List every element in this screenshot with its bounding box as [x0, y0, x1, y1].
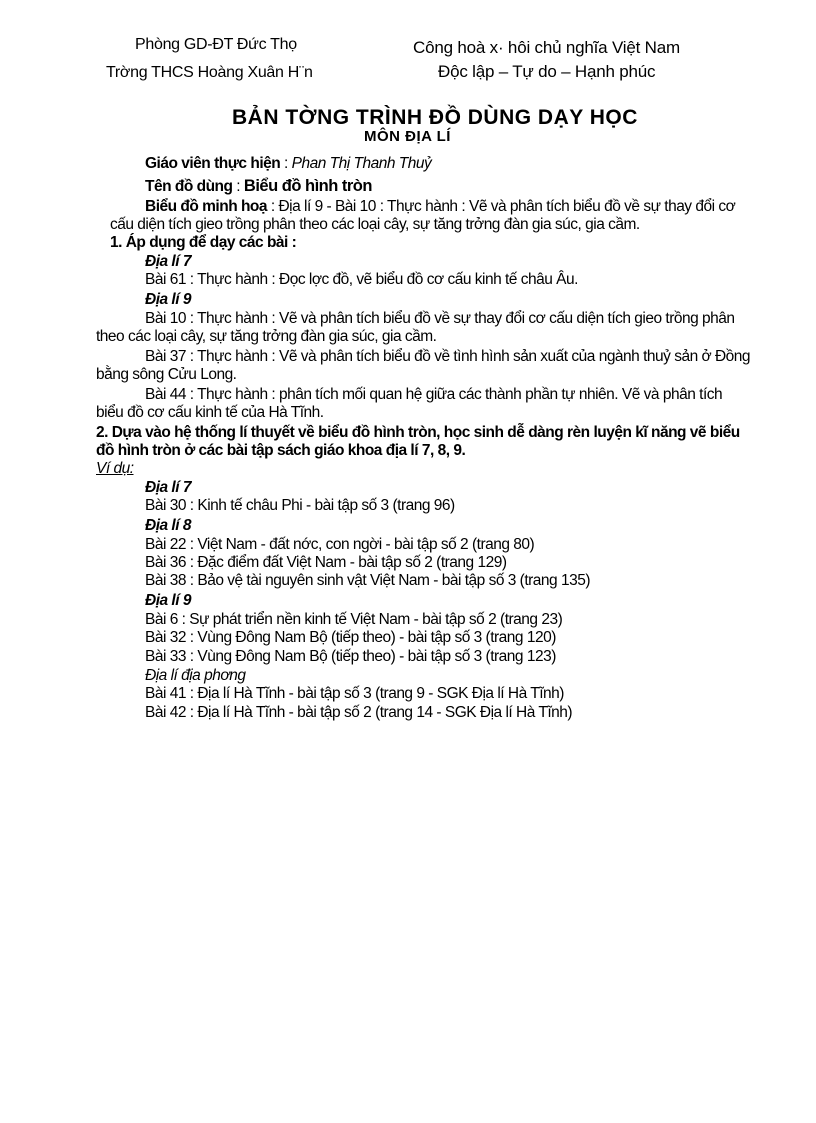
header-school: Trờng THCS Hoàng Xuân H¨n [106, 64, 313, 81]
section2-grade7-label: Địa lí 7 [145, 479, 191, 496]
example-chart-line1 [145, 199, 735, 215]
section1-grade9-item1-line2: theo các loại cây, sự tăng trởng đàn gia súc, gia cầm. [96, 328, 437, 345]
section1-grade9-item2-line2: bằng sông Cửu Long. [96, 366, 237, 383]
teacher-label: Giáo viên thực hiện [145, 155, 281, 172]
example-chart-label: Biểu đồ minh hoạ [145, 198, 268, 215]
example-chart-line2: cấu diện tích gieo trồng phân theo các loại cây, sự tăng trởng đàn gia súc, gia cầm. [110, 216, 640, 233]
header-motto: Độc lập – Tự do – Hạnh phúc [438, 62, 656, 81]
teacher-sep: : [280, 155, 292, 172]
list-item: Bài 30 : Kinh tế châu Phi - bài tập số 3 (trang 96) [145, 497, 455, 514]
section1-grade7-item1: Bài 61 : Thực hành : Đọc lợc đồ, vẽ biểu đồ cơ cấu kinh tế châu Âu. [145, 271, 578, 288]
header-republic: Công hoà x· hôi chủ nghĩa Việt Nam [413, 38, 680, 57]
list-item: Bài 41 : Địa lí Hà Tĩnh - bài tập số 3 (trang 9 - SGK Địa lí Hà Tĩnh) [145, 685, 564, 702]
tool-line [145, 178, 372, 195]
list-item: Bài 36 : Đặc điểm đất Việt Nam - bài tập số 2 (trang 129) [145, 554, 507, 571]
section2-heading-line2: đồ hình tròn ở các bài tập sách giáo khoa địa lí 7, 8, 9. [96, 442, 466, 459]
list-item: Bài 22 : Việt Nam - đất nớc, con ngời - bài tập số 2 (trang 80) [145, 536, 535, 553]
teacher-line [145, 156, 431, 172]
list-item: Bài 6 : Sự phát triển nền kinh tế Việt Nam - bài tập số 2 (trang 23) [145, 611, 563, 628]
section1-grade7-label: Địa lí 7 [145, 253, 191, 270]
section1-grade9-item3-line1: Bài 44 : Thực hành : phân tích mối quan hệ giữa các thành phần tự nhiên. Vẽ và phân tích [145, 386, 723, 403]
section2-local-label: Địa lí địa phơng [145, 667, 246, 684]
section1-grade9-item2-line1: Bài 37 : Thực hành : Vẽ và phân tích biểu đồ về tình hình sản xuất của ngành thuỷ sản ở Đồng [145, 348, 751, 365]
tool-sep: : [232, 178, 244, 195]
list-item: Bài 38 : Bảo vệ tài nguyên sinh vật Việt Nam - bài tập số 3 (trang 135) [145, 572, 590, 589]
section2-example-label: Ví dụ: [96, 460, 134, 477]
section1-heading: 1. Áp dụng để dạy các bài : [110, 234, 297, 251]
section1-grade9-item3-line2: biểu đồ cơ cấu kinh tế của Hà Tĩnh. [96, 404, 324, 421]
section2-grade9-label: Địa lí 9 [145, 592, 191, 609]
teacher-value: Phan Thị Thanh Thuỷ [291, 155, 432, 172]
section2-heading-line1: 2. Dựa vào hệ thống lí thuyết về biểu đồ hình tròn, học sinh dễ dàng rèn luyện kĩ năng vẽ biểu [96, 424, 740, 441]
list-item: Bài 33 : Vùng Đông Nam Bộ (tiếp theo) - bài tập số 3 (trang 123) [145, 648, 556, 665]
section2-grade8-label: Địa lí 8 [145, 517, 191, 534]
document-subtitle: MÔN ĐỊA LÍ [364, 128, 451, 145]
tool-value: Biểu đồ hình tròn [243, 177, 372, 195]
document-title: BẢN TỜNG TRÌNH ĐỒ DÙNG DẠY HỌC [232, 106, 638, 129]
section1-grade9-label: Địa lí 9 [145, 291, 191, 308]
example-chart-text1: : Địa lí 9 - Bài 10 : Thực hành : Vẽ và phân tích biểu đồ về sự thay đổi cơ [267, 198, 736, 215]
tool-label: Tên đồ dùng [145, 178, 233, 195]
list-item: Bài 42 : Địa lí Hà Tĩnh - bài tập số 2 (trang 14 - SGK Địa lí Hà Tĩnh) [145, 704, 573, 721]
list-item: Bài 32 : Vùng Đông Nam Bộ (tiếp theo) - bài tập số 3 (trang 120) [145, 629, 556, 646]
header-department: Phòng GD-ĐT Đức Thọ [135, 36, 297, 53]
section1-grade9-item1-line1: Bài 10 : Thực hành : Vẽ và phân tích biểu đồ về sự thay đổi cơ cấu diện tích gieo trồng phân [145, 310, 735, 327]
